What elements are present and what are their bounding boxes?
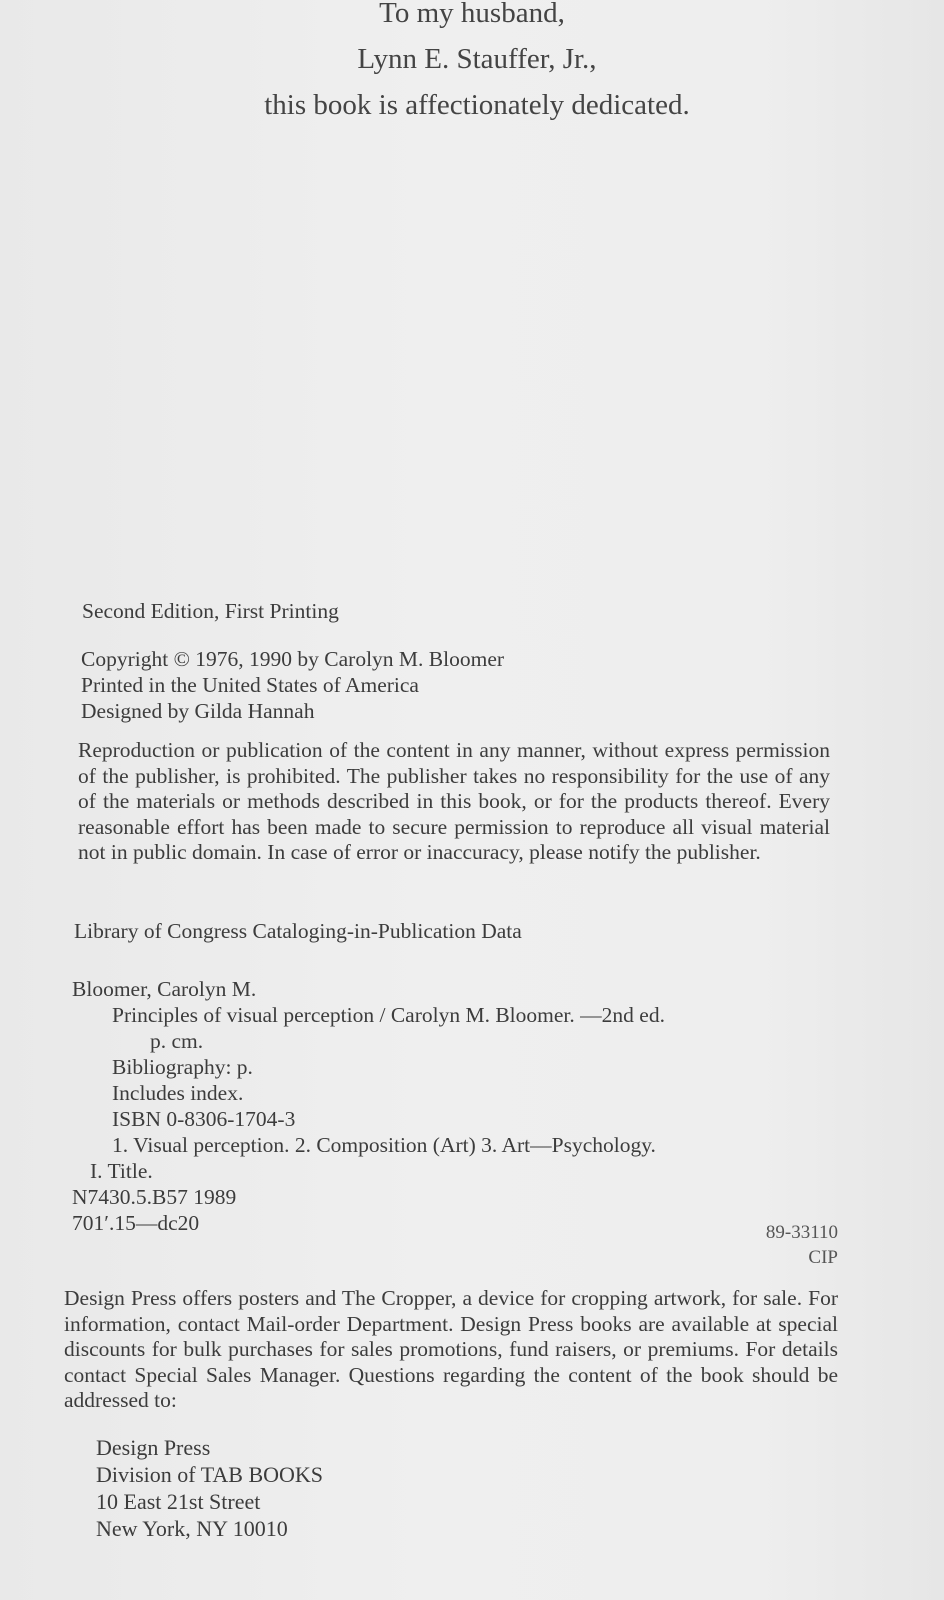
designed-by-line: Designed by Gilda Hannah xyxy=(81,699,315,723)
dedication xyxy=(0,0,944,128)
cip-title-line: Principles of visual perception / Carolyn M. Bloomer. —2nd ed. xyxy=(112,1003,665,1027)
cip-call-number: N7430.5.B57 1989 xyxy=(72,1185,237,1209)
cip-subjects: 1. Visual perception. 2. Composition (Art) 3. Art—Psychology. xyxy=(112,1133,656,1157)
cip-author: Bloomer, Carolyn M. xyxy=(72,977,257,1001)
cip-bibliography: Bibliography: p. xyxy=(112,1055,253,1079)
lccn-block xyxy=(766,1220,838,1270)
dedication-line-3: this book is affectionately dedicated. xyxy=(264,89,690,121)
reproduction-notice: Reproduction or publication of the content in any manner, without express permission of the publisher, is prohibited. The publisher takes no responsibility for the use of any of the materials or methods described in this book, or for the products thereof. Every reasonable effort has been made to secure permission to reproduce all visual material not in public domain. In case of error or inaccuracy, please notify the publisher. xyxy=(78,738,830,864)
cip-pages-line: p. cm. xyxy=(150,1029,204,1053)
edition-line: Second Edition, First Printing xyxy=(82,599,339,623)
copyright-block xyxy=(81,646,504,724)
printed-in-line: Printed in the United States of America xyxy=(81,673,419,697)
cip-record xyxy=(72,976,665,1236)
dedication-line-1: To my husband, xyxy=(379,0,565,29)
dedication-line-2: Lynn E. Stauffer, Jr., xyxy=(357,43,597,75)
address-line-1: Design Press xyxy=(96,1435,211,1460)
address-line-4: New York, NY 10010 xyxy=(96,1516,288,1541)
offer-notice: Design Press offers posters and The Cropper, a device for cropping artwork, for sale. For information, contact Mail-order Department. Design Press books are available at special discounts for bulk purchases for sales promotions, fund raisers, or premiums. For details contact Special Sales Manager. Questions regarding the content of the book should be addressed to: xyxy=(64,1286,838,1412)
cip-index: Includes index. xyxy=(112,1081,244,1105)
cip-dewey: 701′.15—dc20 xyxy=(72,1211,200,1235)
lccn-number: 89-33110 xyxy=(765,1222,838,1243)
cip-heading: Library of Congress Cataloging-in-Publication Data xyxy=(74,919,522,943)
cip-label: CIP xyxy=(808,1247,838,1268)
publisher-address xyxy=(96,1434,323,1542)
cip-isbn: ISBN 0-8306-1704-3 xyxy=(112,1107,296,1131)
cip-title-entry: I. Title. xyxy=(90,1159,153,1183)
address-line-3: 10 East 21st Street xyxy=(96,1489,261,1514)
copyright-line: Copyright © 1976, 1990 by Carolyn M. Bloomer xyxy=(81,647,505,671)
address-line-2: Division of TAB BOOKS xyxy=(96,1462,324,1487)
